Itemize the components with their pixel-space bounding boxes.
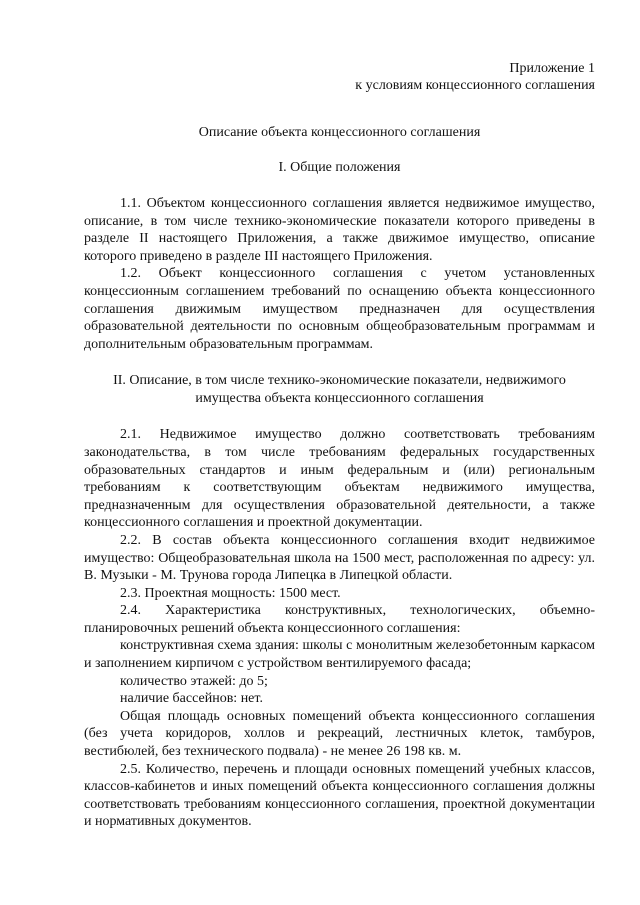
paragraph-2-2: 2.2. В состав объекта концессионного соглашения входит недвижимое имущество: Общеобразовательная школа на 1500 мест, расположенная по адресу: ул. В. Музыки - М. Трунова города Липецка в Липецкой области. — [84, 532, 595, 584]
paragraph-2-1: 2.1. Недвижимое имущество должно соответствовать требованиям законодательства, в том числе требованиям федеральных государственных образовательных стандартов и иным федеральным и (или) региональным требованиям к соответствующим объектам недвижимого имущества, предназначенным для осуществления образовательной деятельности, а также концессионного соглашения и проектной документации. — [84, 427, 595, 531]
paragraph-1-1: 1.1. Объектом концессионного соглашения является недвижимое имущество, описание, в том числе технико-экономические показатели которого приведены в разделе II настоящего Приложения, а также движимое имущество, описание которого приведено в разделе III настоящего Приложения. — [84, 196, 595, 264]
paragraph-2-3: 2.3. Проектная мощность: 1500 мест. — [120, 585, 341, 601]
appendix-header — [84, 60, 595, 94]
paragraph-total-area: Общая площадь основных помещений объекта концессионного соглашения (без учета коридоров, холлов и рекреаций, лестничных клеток, тамбуров, вестибюлей, без технического подвала) - не менее 26 198 кв. м. — [84, 708, 595, 760]
paragraph-2-5: 2.5. Количество, перечень и площади основных помещений учебных классов, классов-кабинетов и иных помещений объекта концессионного соглашения должны соответствовать требованиям концессионного соглашения, проектной документации и нормативных документов. — [84, 761, 595, 830]
appendix-number: Приложение 1 — [509, 61, 595, 76]
document-title: Описание объекта концессионного соглашения — [198, 125, 481, 140]
section-2-heading: II. Описание, в том числе технико-экономические показатели, недвижимого имущества объекта концессионного соглашения — [113, 373, 566, 407]
paragraph-1-2: 1.2. Объект концессионного соглашения с учетом установленных концессионным соглашением требований по оснащению объекта концессионного соглашения движимым имуществом предназначен для осуществления образовательной деятельности по основным общеобразовательным программам и дополнительным образовательным программам. — [84, 266, 595, 352]
paragraph-pools: наличие бассейнов: нет. — [120, 691, 263, 707]
paragraph-construction-scheme: конструктивная схема здания: школы с монолитным железобетонным каркасом и заполнением кирпичом с устройством вентилируемого фасада; — [84, 638, 595, 672]
section-1-heading: I. Общие положения — [278, 160, 401, 175]
appendix-subtitle: к условиям концессионного соглашения — [355, 78, 595, 93]
paragraph-floors: количество этажей: до 5; — [120, 673, 268, 689]
paragraph-2-4: 2.4. Характеристика конструктивных, технологических, объемно-планировочных решений объекта концессионного соглашения: — [84, 603, 595, 636]
